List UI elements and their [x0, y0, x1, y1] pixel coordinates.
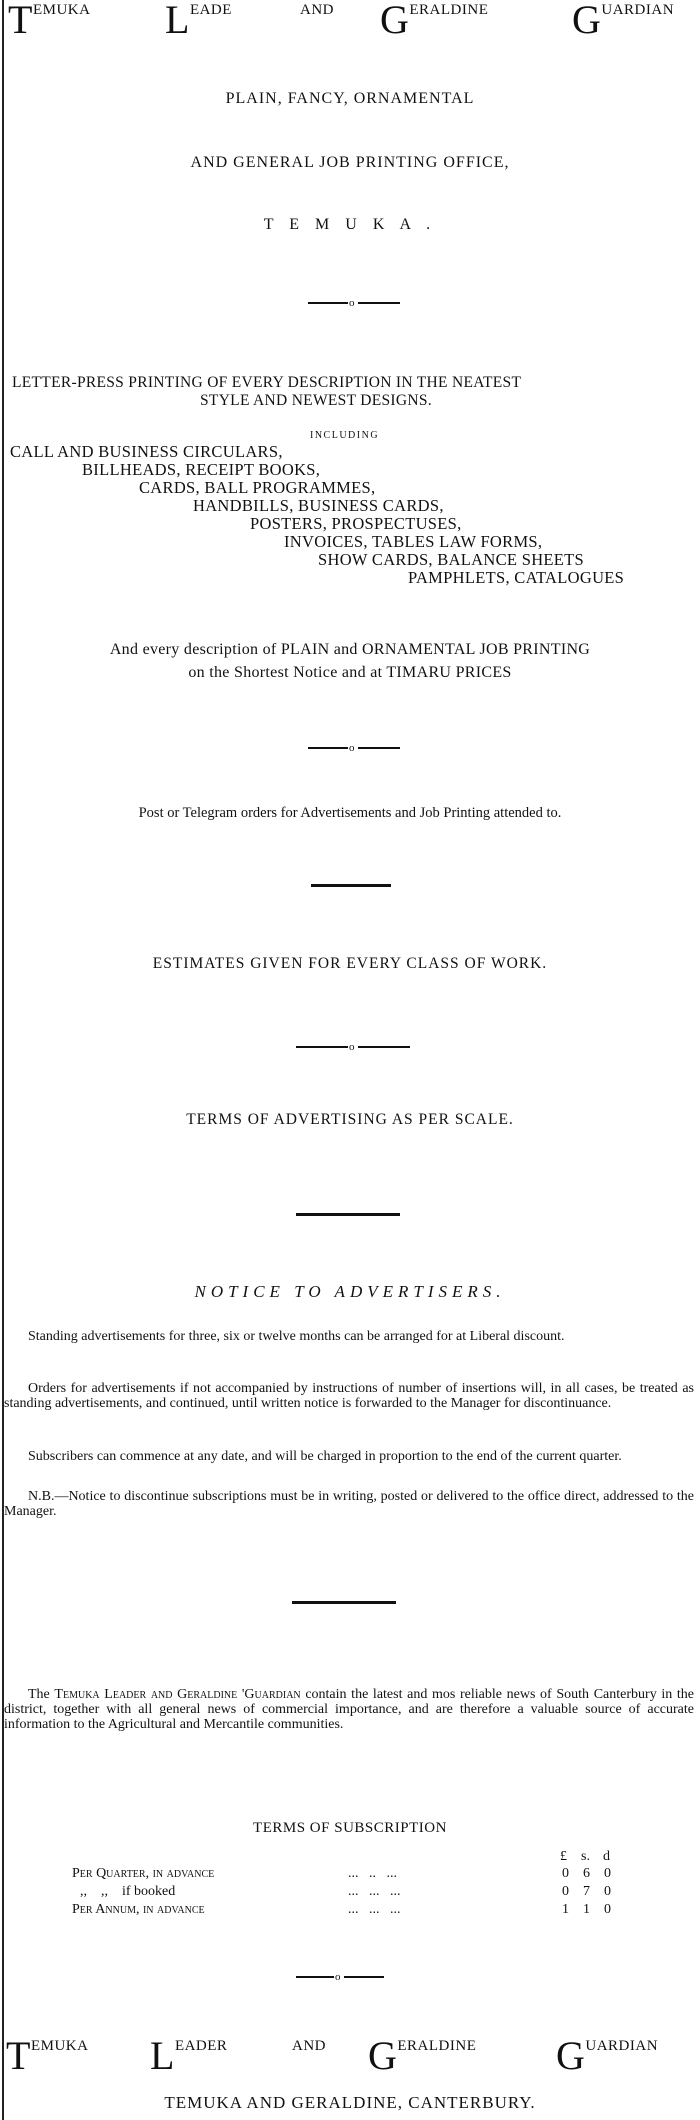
footer-masthead — [0, 2033, 700, 2080]
masthead-word-guardian — [572, 0, 674, 40]
subscription-shillings: 6 — [583, 1866, 590, 1881]
masthead-word-and — [300, 0, 334, 19]
divider-ornament: o — [308, 741, 400, 755]
masthead-initial: G — [368, 2033, 398, 2078]
letterpress-line-1: LETTER-PRESS PRINTING OF EVERY DESCRIPTION IN THE NEATEST — [12, 374, 522, 391]
left-column-rule — [2, 0, 4, 2120]
masthead-rest: AND — [292, 2038, 326, 2054]
notice-paragraph — [4, 1329, 694, 1344]
service-item: POSTERS, PROSPECTUSES, — [250, 514, 462, 533]
post-telegram-notice: Post or Telegram orders for Advertisements and Job Printing attended to. — [138, 805, 562, 821]
subscription-header-pence: d — [603, 1849, 610, 1864]
divider-rule — [311, 884, 391, 887]
service-item: CALL AND BUSINESS CIRCULARS, — [10, 442, 283, 461]
service-item: BILLHEADS, RECEIPT BOOKS, — [82, 460, 321, 479]
footer-word-geraldine — [368, 2033, 477, 2078]
office-line-3: T E M U K A . — [263, 216, 437, 233]
notice-paragraph — [4, 1449, 694, 1464]
masthead-rest: UARDIAN — [601, 2, 675, 18]
subscription-pounds: 0 — [562, 1866, 569, 1881]
masthead-rest: EADE — [189, 2, 232, 18]
subscription-shillings: 1 — [583, 1902, 590, 1917]
paper-title: Temuka Leader and Geraldine 'Guardian — [54, 1687, 301, 1702]
masthead-rest: EMUKA — [30, 2038, 89, 2054]
subscription-row-label: Per Quarter, in advance — [72, 1866, 215, 1881]
masthead-rest: ERALDINE — [409, 2, 489, 18]
masthead-rest: EADER — [174, 2038, 228, 2054]
terms-advertising-line: TERMS OF ADVERTISING AS PER SCALE. — [186, 1111, 514, 1128]
notice-paragraph — [4, 1381, 694, 1411]
letterpress-line-2: STYLE AND NEWEST DESIGNS. — [200, 392, 432, 409]
news-pre: The — [28, 1687, 50, 1702]
notice-paragraph — [4, 1489, 694, 1519]
masthead-rest: UARDIAN — [585, 2038, 659, 2054]
masthead-word-leade — [165, 0, 232, 40]
masthead-initial: T — [8, 0, 33, 42]
subscription-pounds: 1 — [562, 1902, 569, 1917]
masthead-initial: L — [150, 2033, 175, 2078]
masthead-rest: EMUKA — [32, 2, 91, 18]
masthead-rest: AND — [300, 2, 334, 18]
subscription-pence: 0 — [604, 1884, 611, 1899]
including-label: INCLUDING — [310, 430, 380, 441]
service-item: HANDBILLS, BUSINESS CARDS, — [193, 496, 444, 515]
footer-word-leader — [150, 2033, 228, 2078]
notice-title: NOTICE TO ADVERTISERS. — [194, 1282, 506, 1301]
subscription-pence: 0 — [604, 1902, 611, 1917]
divider-ornament: o — [296, 1970, 384, 1984]
subscription-shillings: 7 — [583, 1884, 590, 1899]
masthead-rest: ERALDINE — [397, 2038, 477, 2054]
divider-rule — [296, 1213, 400, 1216]
masthead-initial: G — [556, 2033, 586, 2078]
office-line-2: AND GENERAL JOB PRINTING OFFICE, — [190, 154, 510, 171]
masthead — [0, 0, 700, 44]
notice-paragraph-text: Subscribers can commence at any date, and will be charged in proportion to the end of the current quarter. — [28, 1449, 622, 1464]
service-item: INVOICES, TABLES LAW FORMS, — [284, 532, 543, 551]
notice-paragraph-text: Orders for advertisements if not accompanied by instructions of number of insertions will, in all cases, be treated as standing advertisements, and continued, until written notice is forwarded to the Manager for discontinuance. — [4, 1381, 694, 1411]
footer-word-and — [292, 2036, 326, 2055]
divider-ornament: o — [296, 1040, 410, 1054]
subscription-title: TERMS OF SUBSCRIPTION — [253, 1820, 447, 1836]
every-description-line-2: on the Shortest Notice and at TIMARU PRICES — [188, 664, 512, 681]
office-line-1: PLAIN, FANCY, ORNAMENTAL — [225, 90, 475, 107]
subscription-row-label: Per Annum, in advance — [72, 1902, 205, 1917]
footer-word-guardian — [556, 2033, 659, 2078]
news-body: contain the latest and mos reliable news of South Canterbury in the district, together with all general news of commercial importance, and are therefore a valuable source of accurate information to the Agricultural and Mercantile communities. — [4, 1687, 694, 1732]
subscription-row-leader: ... .. ... — [348, 1866, 397, 1881]
subscription-row-label: ,, ,, if booked — [80, 1884, 176, 1899]
subscription-pence: 0 — [604, 1866, 611, 1881]
footer-address: TEMUKA AND GERALDINE, CANTERBURY. — [164, 2093, 536, 2112]
news-paragraph — [4, 1687, 694, 1732]
divider-ornament: o — [308, 296, 400, 310]
subscription-pounds: 0 — [562, 1884, 569, 1899]
footer-word-temuka — [6, 2033, 89, 2078]
subscription-row-leader: ... ... ... — [348, 1902, 401, 1917]
masthead-initial: G — [572, 0, 602, 42]
notice-paragraph-text: Standing advertisements for three, six or twelve months can be arranged for at Liberal discount. — [28, 1329, 565, 1344]
notice-paragraph-text: N.B.—Notice to discontinue subscriptions must be in writing, posted or delivered to the office direct, addressed to the Manager. — [4, 1489, 694, 1519]
service-item: PAMPHLETS, CATALOGUES — [408, 568, 625, 587]
every-description-line-1: And every description of PLAIN and ORNAMENTAL JOB PRINTING — [109, 641, 591, 658]
divider-rule — [292, 1601, 396, 1604]
masthead-initial: T — [6, 2033, 31, 2078]
masthead-word-temuka — [8, 0, 90, 40]
masthead-initial: G — [380, 0, 410, 42]
subscription-row-leader: ... ... ... — [348, 1884, 401, 1899]
subscription-header-shilling: s. — [581, 1849, 590, 1864]
estimates-line: ESTIMATES GIVEN FOR EVERY CLASS OF WORK. — [152, 955, 548, 972]
service-item: SHOW CARDS, BALANCE SHEETS — [318, 550, 585, 569]
masthead-initial: L — [165, 0, 190, 42]
masthead-word-geraldine — [380, 0, 488, 40]
subscription-header-pound: £ — [560, 1849, 567, 1864]
service-item: CARDS, BALL PROGRAMMES, — [139, 478, 376, 497]
